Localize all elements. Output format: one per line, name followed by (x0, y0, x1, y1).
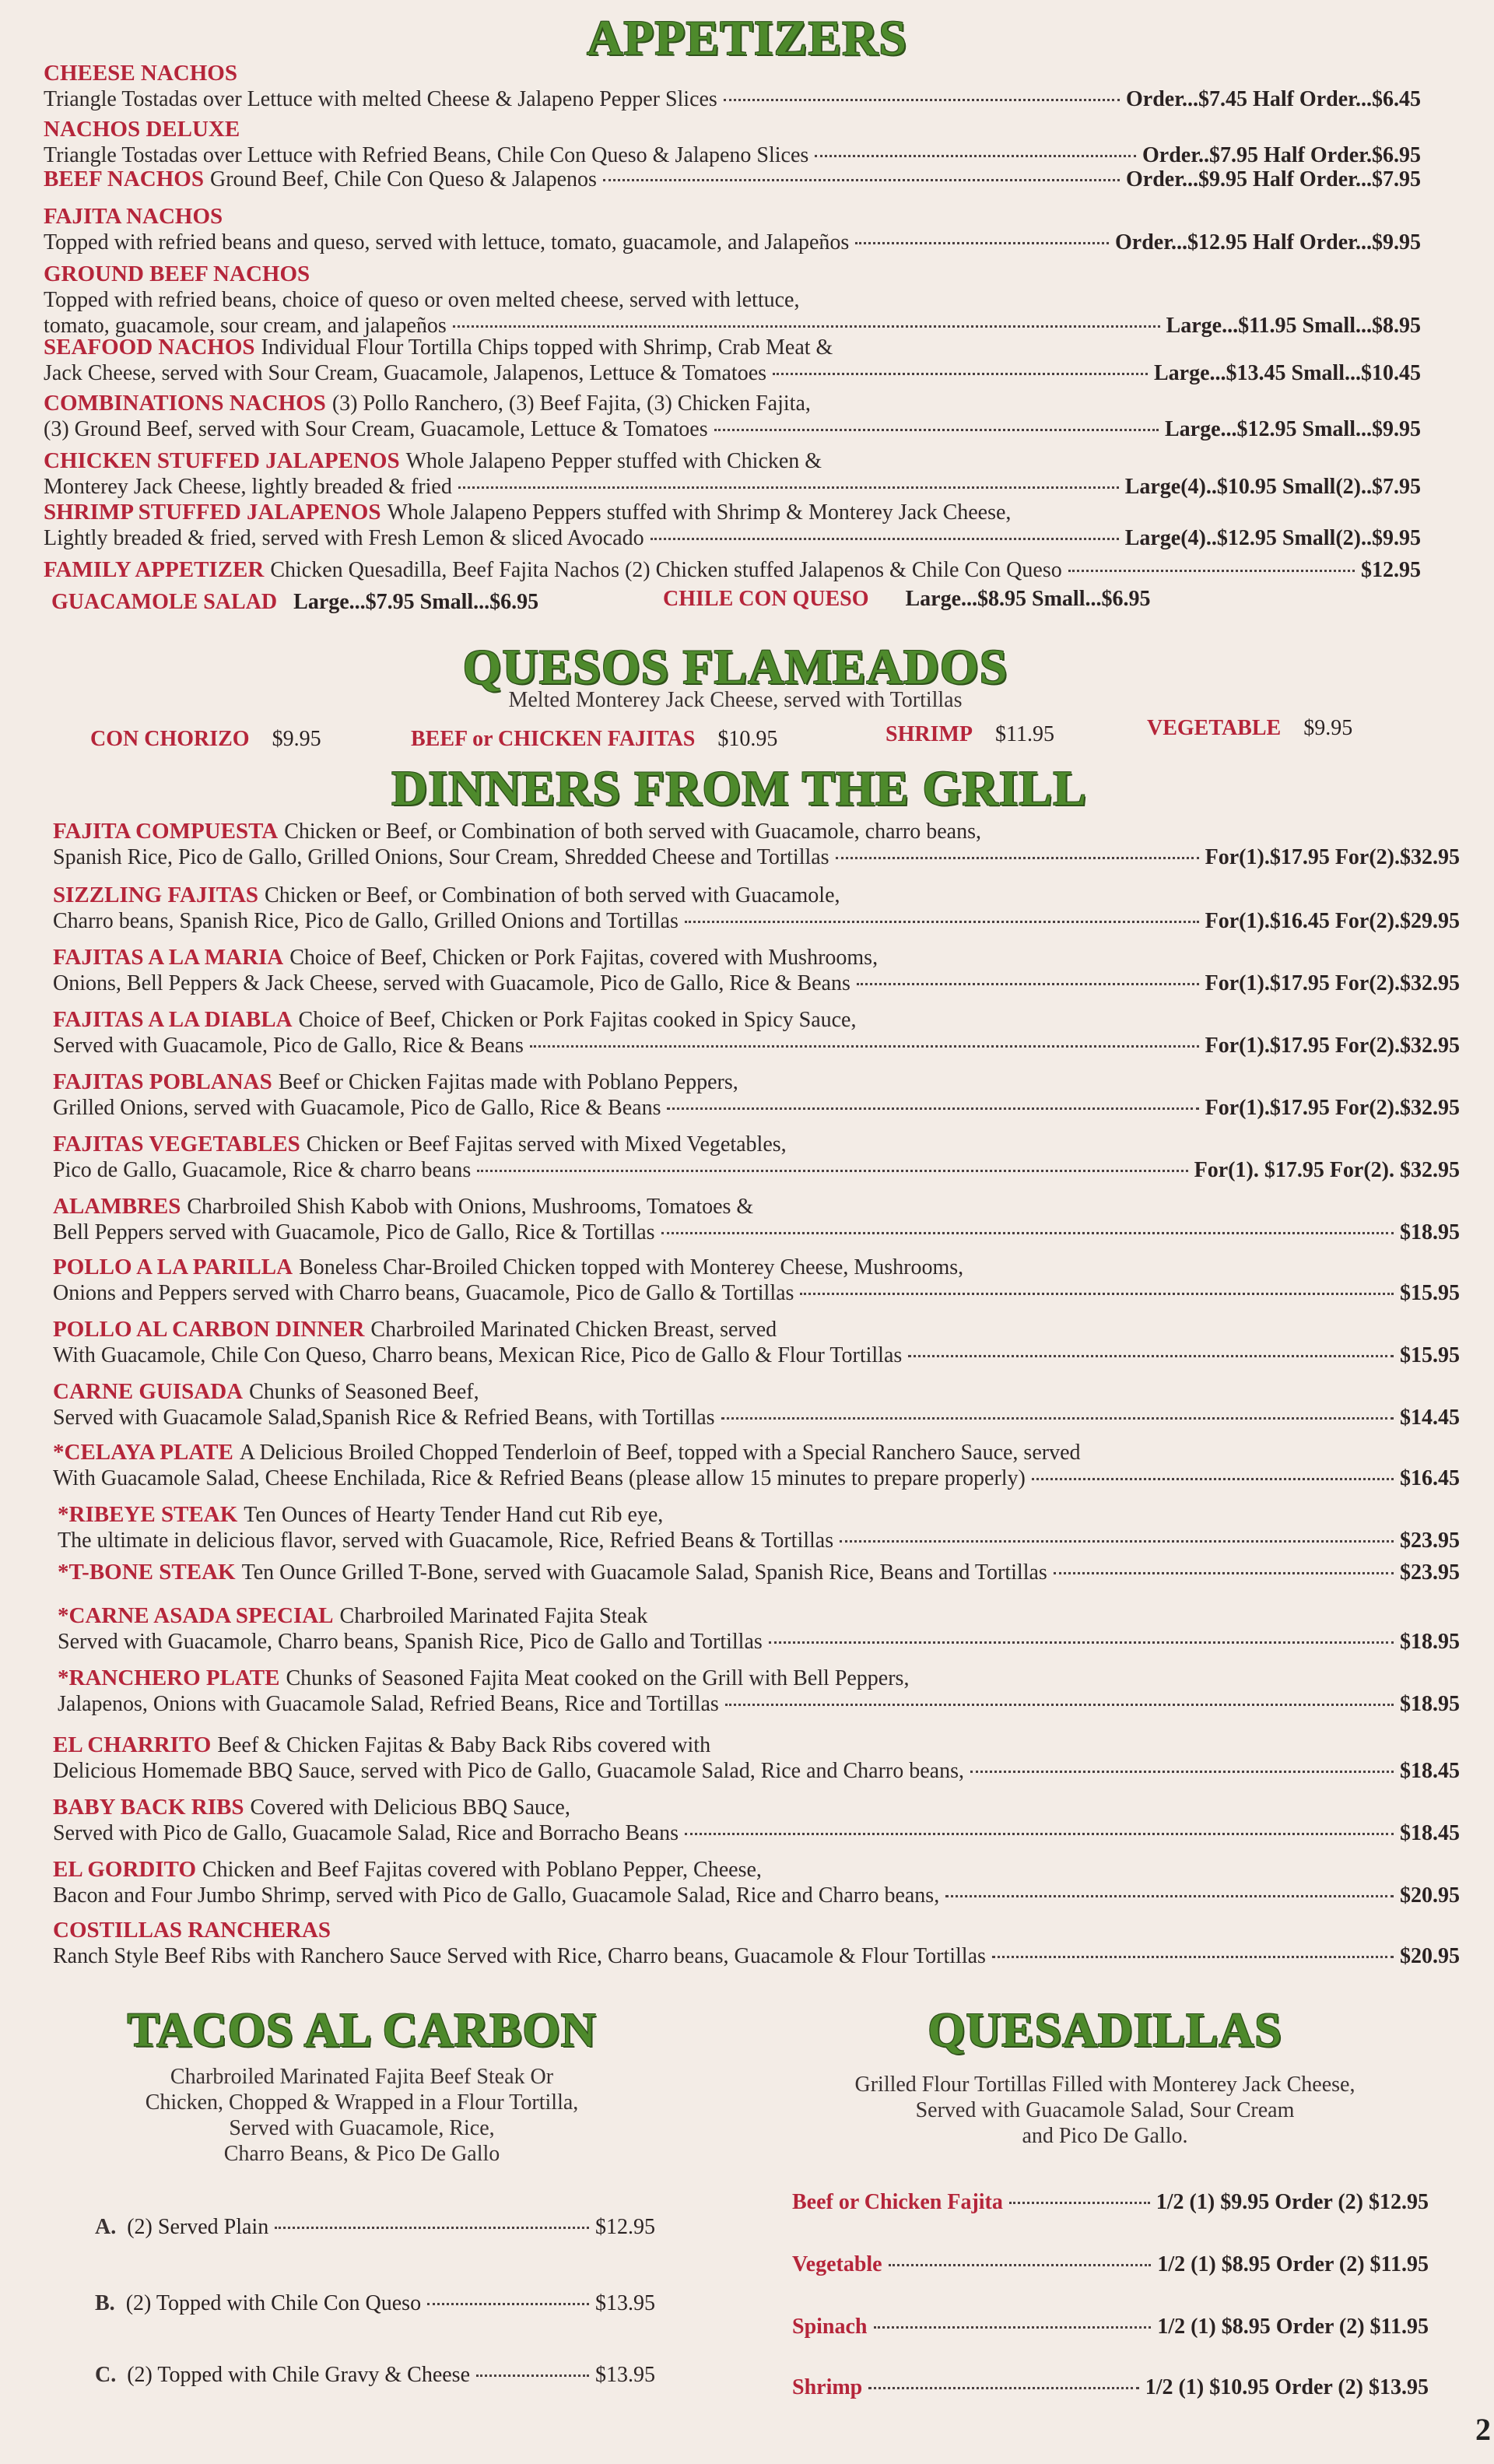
menu-item-line (53, 1732, 1460, 1758)
dot-leader (874, 2326, 1152, 2329)
tacos-desc-line: Charro Beans, & Pico De Gallo (223, 2142, 500, 2166)
dot-leader (970, 1771, 1394, 1773)
menu-item-description: Served with Guacamole, Charro beans, Spanish Rice, Pico de Gallo and Tortillas (58, 1630, 763, 1654)
menu-item-name: *CARNE ASADA SPECIAL (58, 1603, 334, 1628)
menu-item-name: FAJITA COMPUESTA (53, 819, 279, 844)
menu-item-line (58, 1502, 1460, 1528)
menu-item-price: $16.45 (1400, 1466, 1460, 1490)
quesadilla-option-price: 1/2 (1) $10.95 Order (2) $13.95 (1145, 2375, 1429, 2399)
menu-item-line (53, 1280, 1460, 1306)
menu-item-name: POLLO A LA PARILLA (53, 1255, 293, 1279)
dot-leader (1054, 1572, 1394, 1574)
menu-item-name: POLLO AL CARBON DINNER (53, 1317, 365, 1342)
queso-option-shrimp (886, 722, 1054, 747)
chile-con-queso-price: Large...$8.95 Small...$6.95 (905, 587, 1151, 611)
menu-item (44, 204, 1421, 255)
menu-item-line (58, 1691, 1460, 1717)
menu-item-name: SIZZLING FAJITAS (53, 883, 259, 907)
dot-leader (685, 921, 1199, 923)
menu-item-description: Triangle Tostadas over Lettuce with melted Cheese & Jalapeno Pepper Slices (44, 87, 717, 111)
menu-item-line (53, 1883, 1460, 1908)
menu-item-description: tomato, guacamole, sour cream, and jalapeños (44, 314, 447, 338)
dot-leader (667, 1107, 1198, 1110)
chile-con-queso-name: CHILE CON QUESO (663, 587, 869, 611)
menu-item-price: Large...$12.95 Small...$9.95 (1165, 417, 1421, 441)
menu-item-description: Served with Guacamole Salad,Spanish Rice & Refried Beans, with Tortillas (53, 1406, 715, 1430)
menu-item-description: Jack Cheese, served with Sour Cream, Guacamole, Jalapenos, Lettuce & Tomatoes (44, 361, 767, 385)
menu-item-name: GROUND BEEF NACHOS (44, 261, 310, 286)
menu-item-name: FAJITAS A LA DIABLA (53, 1007, 293, 1032)
tacos-option-letter: C. (95, 2363, 117, 2387)
menu-item-name: ALAMBRES (53, 1194, 181, 1219)
menu-item-line (53, 1379, 1460, 1405)
quesadillas-desc-line: Grilled Flour Tortillas Filled with Monterey Jack Cheese, (854, 2073, 1355, 2097)
menu-item (53, 819, 1460, 870)
menu-item-line (53, 1255, 1460, 1280)
quesadilla-option (792, 2375, 1429, 2400)
tacos-option-price: $13.95 (595, 2363, 655, 2387)
menu-item (53, 1857, 1460, 1908)
menu-item-name: FAJITAS POBLANAS (53, 1069, 272, 1094)
menu-item-line (53, 945, 1460, 971)
menu-item-price: Order..$7.95 Half Order.$6.95 (1142, 143, 1421, 167)
menu-item-line (53, 1194, 1460, 1220)
menu-item-description: Ten Ounces of Hearty Tender Hand cut Rib eye, (244, 1503, 664, 1527)
menu-item (44, 61, 1421, 112)
menu-item-line (53, 1095, 1460, 1121)
menu-item-line (58, 1560, 1460, 1585)
quesadillas-desc-line: Served with Guacamole Salad, Sour Cream (915, 2098, 1295, 2122)
tacos-title: TACOS AL CARBON (127, 2004, 597, 2057)
menu-item-line (53, 1220, 1460, 1245)
queso-option-price: $9.95 (1303, 716, 1353, 740)
menu-item (58, 1603, 1460, 1655)
menu-item-description: Charbroiled Marinated Fajita Steak (339, 1604, 648, 1628)
quesos-flameados-title: QUESOS FLAMEADOS (462, 639, 1008, 694)
guacamole-salad-price: Large...$7.95 Small...$6.95 (293, 590, 539, 614)
menu-item-line (53, 1795, 1460, 1820)
dot-leader (685, 1833, 1394, 1835)
menu-item (44, 261, 1421, 339)
quesadilla-option (792, 2252, 1429, 2277)
menu-item (44, 391, 1421, 442)
menu-item (53, 1732, 1460, 1784)
menu-item (58, 1560, 1460, 1585)
dot-leader (453, 325, 1160, 328)
menu-item-description: Charbroiled Shish Kabob with Onions, Mushrooms, Tomatoes & (187, 1195, 754, 1219)
menu-item-description: Whole Jalapeno Pepper stuffed with Chicken & (405, 449, 822, 473)
menu-item-price: Large...$13.45 Small...$10.45 (1154, 361, 1421, 385)
menu-item-line (53, 1918, 1460, 1943)
queso-option-price: $10.95 (717, 727, 778, 751)
menu-item (58, 1502, 1460, 1553)
menu-item-line (58, 1629, 1460, 1655)
queso-option-name: CON CHORIZO (90, 727, 250, 751)
menu-item-line (44, 500, 1421, 525)
menu-item-price: Order...$9.95 Half Order...$7.95 (1125, 167, 1421, 191)
menu-item-line (44, 474, 1421, 500)
menu-item (53, 1379, 1460, 1430)
menu-item-description: Beef & Chicken Fajitas & Baby Back Ribs covered with (217, 1733, 711, 1757)
menu-item (53, 1918, 1460, 1969)
menu-item-price: $20.95 (1400, 1883, 1460, 1908)
menu-item-description: A Delicious Broiled Chopped Tenderloin of Beef, topped with a Special Ranchero Sauce, served (239, 1441, 1081, 1465)
menu-item-price: $15.95 (1400, 1281, 1460, 1305)
menu-item-description: Boneless Char-Broiled Chicken topped with Monterey Cheese, Mushrooms, (299, 1255, 964, 1279)
menu-item-name: *CELAYA PLATE (53, 1440, 233, 1465)
dot-leader (836, 857, 1199, 859)
menu-item-description: Charro beans, Spanish Rice, Pico de Gallo, Grilled Onions and Tortillas (53, 909, 679, 933)
guacamole-salad-row (51, 590, 538, 615)
quesadillas-desc-line: and Pico De Gallo. (1022, 2124, 1188, 2148)
dot-leader (800, 1293, 1394, 1295)
dot-leader (661, 1232, 1394, 1234)
dot-leader (275, 2227, 589, 2229)
menu-item (44, 557, 1421, 583)
menu-item (53, 1069, 1460, 1121)
menu-item-description: Chunks of Seasoned Fajita Meat cooked on the Grill with Bell Peppers, (286, 1666, 910, 1690)
quesadilla-option-price: 1/2 (1) $8.95 Order (2) $11.95 (1157, 2315, 1429, 2339)
menu-item-description: Bacon and Four Jumbo Shrimp, served with Pico de Gallo, Guacamole Salad, Rice and Charro beans, (53, 1883, 940, 1908)
tacos-description (0, 2064, 724, 2167)
menu-item-line (44, 261, 1421, 287)
menu-item-line (44, 335, 1421, 360)
menu-item-line (44, 204, 1421, 230)
menu-item-line (44, 416, 1421, 442)
menu-item-description: Topped with refried beans and queso, served with lettuce, tomato, guacamole, and Jalapeños (44, 230, 850, 254)
menu-item-name: FAJITA NACHOS (44, 204, 223, 229)
menu-item-price: $23.95 (1400, 1529, 1460, 1553)
queso-option-fajitas (411, 727, 777, 752)
dot-leader (815, 155, 1136, 157)
quesadillas-description (747, 2072, 1463, 2149)
dot-leader (1068, 570, 1355, 572)
menu-item-price: $18.95 (1400, 1692, 1460, 1716)
quesadilla-option-label: Vegetable (792, 2252, 882, 2276)
tacos-option (95, 2291, 655, 2316)
menu-item-line (44, 142, 1421, 168)
dot-leader (992, 1956, 1394, 1958)
quesadilla-option-label: Beef or Chicken Fajita (792, 2190, 1003, 2214)
menu-item-description: Chicken and Beef Fajitas covered with Poblano Pepper, Cheese, (202, 1858, 762, 1882)
queso-option-name: SHRIMP (886, 722, 973, 746)
menu-item (44, 448, 1421, 500)
menu-item-name: FAJITAS A LA MARIA (53, 945, 284, 970)
tacos-option (95, 2363, 655, 2388)
menu-item-price: $18.95 (1400, 1220, 1460, 1244)
menu-item (44, 500, 1421, 551)
menu-item-description: Ranch Style Beef Ribs with Ranchero Sauce Served with Rice, Charro beans, Guacamole & Flour Tortillas (53, 1944, 986, 1968)
menu-item-description: (3) Ground Beef, served with Sour Cream, Guacamole, Lettuce & Tomatoes (44, 417, 708, 441)
menu-item-name: SEAFOOD NACHOS (44, 335, 255, 360)
dot-leader (855, 242, 1109, 244)
menu-item-description: Chicken or Beef Fajitas served with Mixed Vegetables, (306, 1132, 787, 1157)
menu-item-line (53, 1033, 1460, 1058)
menu-item-description: The ultimate in delicious flavor, served with Guacamole, Rice, Refried Beans & Tortillas (58, 1529, 834, 1553)
menu-item-price: $20.95 (1400, 1944, 1460, 1968)
menu-item-description: Delicious Homemade BBQ Sauce, served with Pico de Gallo, Guacamole Salad, Rice and Charro beans, (53, 1759, 965, 1783)
menu-item-price: For(1). $17.95 For(2). $32.95 (1194, 1158, 1460, 1182)
menu-item-description: Monterey Jack Cheese, lightly breaded & fried (44, 475, 452, 499)
menu-item-line (58, 1603, 1460, 1629)
menu-item-name: EL GORDITO (53, 1857, 196, 1882)
queso-option-price: $11.95 (995, 722, 1054, 746)
menu-item-description: Served with Guacamole, Pico de Gallo, Rice & Beans (53, 1034, 524, 1058)
quesadilla-option (792, 2315, 1429, 2339)
menu-item-description: Grilled Onions, served with Guacamole, Pico de Gallo, Rice & Beans (53, 1096, 661, 1120)
menu-item (53, 1132, 1460, 1183)
menu-item-price: Order...$12.95 Half Order...$9.95 (1114, 230, 1421, 254)
menu-item-line (53, 1857, 1460, 1883)
menu-item-line (53, 1069, 1460, 1095)
dot-leader (724, 99, 1120, 101)
menu-item-line (53, 1440, 1460, 1465)
dot-leader (603, 179, 1120, 181)
menu-item-line (53, 908, 1460, 934)
tacos-option-price: $12.95 (595, 2215, 655, 2239)
menu-item-price: $18.45 (1400, 1759, 1460, 1783)
menu-item-description: Ground Beef, Chile Con Queso & Jalapenos (210, 167, 597, 191)
menu-item-line (44, 167, 1421, 192)
menu-item (53, 1194, 1460, 1245)
menu-item-description: Onions and Peppers served with Charro beans, Guacamole, Pico de Gallo & Tortillas (53, 1281, 794, 1305)
quesadilla-option (792, 2190, 1429, 2215)
menu-item-price: For(1).$17.95 For(2).$32.95 (1205, 1034, 1460, 1058)
menu-item (53, 1255, 1460, 1306)
menu-item-price: For(1).$17.95 For(2).$32.95 (1205, 1096, 1460, 1120)
menu-item-description: Onions, Bell Peppers & Jack Cheese, served with Guacamole, Pico de Gallo, Rice & Beans (53, 971, 850, 995)
menu-item (53, 883, 1460, 934)
menu-item-price: Large(4)..$10.95 Small(2)..$7.95 (1124, 475, 1421, 499)
menu-item-description: Topped with refried beans, choice of queso or oven melted cheese, served with lettuce, (44, 288, 800, 312)
menu-item-description: Chicken or Beef, or Combination of both served with Guacamole, (265, 883, 840, 907)
quesadilla-option-label: Shrimp (792, 2375, 863, 2399)
menu-item-price: Order...$7.45 Half Order...$6.45 (1125, 87, 1421, 111)
dot-leader (868, 2387, 1139, 2389)
menu-item-line (53, 1157, 1460, 1183)
menu-item-line (44, 557, 1421, 583)
menu-item-description: With Guacamole, Chile Con Queso, Charro beans, Mexican Rice, Pico de Gallo & Flour Tortillas (53, 1343, 903, 1367)
tacos-option-label: (2) Topped with Chile Con Queso (125, 2291, 422, 2315)
menu-item-name: *RIBEYE STEAK (58, 1502, 238, 1527)
dot-leader (773, 373, 1148, 375)
quesadilla-option-price: 1/2 (1) $8.95 Order (2) $11.95 (1157, 2252, 1429, 2276)
menu-item-description: Lightly breaded & fried, served with Fresh Lemon & sliced Avocado (44, 526, 644, 550)
menu-item-line (44, 86, 1421, 112)
menu-item-price: For(1).$17.95 For(2).$32.95 (1205, 845, 1460, 869)
dot-leader (476, 2374, 589, 2377)
menu-item-price: Large...$11.95 Small...$8.95 (1166, 314, 1421, 338)
queso-option-name: VEGETABLE (1147, 716, 1282, 740)
menu-item-description: (3) Pollo Ranchero, (3) Beef Fajita, (3) Chicken Fajita, (331, 391, 811, 416)
menu-item-price: For(1).$17.95 For(2).$32.95 (1205, 971, 1460, 995)
menu-item-line (58, 1528, 1460, 1553)
menu-item (44, 335, 1421, 386)
menu-item-description: Pico de Gallo, Guacamole, Rice & charro beans (53, 1158, 472, 1182)
menu-item-name: SHRIMP STUFFED JALAPENOS (44, 500, 381, 525)
tacos-option-label: (2) Served Plain (127, 2215, 269, 2239)
menu-item-line (53, 1007, 1460, 1033)
menu-item-line (53, 1820, 1460, 1846)
menu-item-price: Large(4)..$12.95 Small(2)..$9.95 (1124, 526, 1421, 550)
menu-item-line (44, 525, 1421, 551)
menu-item-name: CARNE GUISADA (53, 1379, 244, 1404)
dot-leader (725, 1704, 1394, 1706)
dot-leader (945, 1895, 1394, 1897)
tacos-option-label: (2) Topped with Chile Gravy & Cheese (127, 2363, 471, 2387)
menu-item-description: Spanish Rice, Pico de Gallo, Grilled Onions, Sour Cream, Shredded Cheese and Tortillas (53, 845, 829, 869)
menu-item-line (44, 61, 1421, 86)
menu-item-description: Beef or Chicken Fajitas made with Poblano Peppers, (278, 1070, 738, 1094)
dot-leader (1032, 1478, 1394, 1480)
dot-leader (908, 1355, 1394, 1357)
menu-item-description: Chunks of Seasoned Beef, (249, 1380, 479, 1404)
guacamole-salad-name: GUACAMOLE SALAD (51, 590, 278, 614)
menu-item-description: Bell Peppers served with Guacamole, Pico de Gallo, Rice & Tortillas (53, 1220, 655, 1244)
dot-leader (651, 538, 1119, 540)
page-number: 2 (1475, 2412, 1491, 2447)
appetizers-title: APPETIZERS (587, 10, 907, 65)
menu-item-description: Chicken or Beef, or Combination of both served with Guacamole, charro beans, (284, 820, 981, 844)
menu-item-line (53, 1465, 1460, 1491)
quesadillas-title: QUESADILLAS (928, 2004, 1282, 2057)
menu-item-description: Triangle Tostadas over Lettuce with Refried Beans, Chile Con Queso & Jalapeno Slices (44, 143, 809, 167)
menu-item (53, 1795, 1460, 1846)
chile-con-queso-row (663, 587, 1151, 612)
dot-leader (427, 2303, 589, 2305)
menu-item-price: For(1).$16.45 For(2).$29.95 (1205, 909, 1460, 933)
menu-item-description: Ten Ounce Grilled T-Bone, served with Guacamole Salad, Spanish Rice, Beans and Tortillas (241, 1560, 1047, 1585)
queso-option-vegetable (1147, 716, 1352, 741)
menu-item-name: *RANCHERO PLATE (58, 1665, 280, 1690)
menu-item-line (53, 1758, 1460, 1784)
dot-leader (477, 1170, 1187, 1172)
menu-item-line (44, 287, 1421, 313)
queso-option-price: $9.95 (272, 727, 321, 751)
menu-item-line (53, 1405, 1460, 1430)
menu-item (44, 117, 1421, 168)
menu-item-name: BEEF NACHOS (44, 167, 204, 191)
menu-item-name: CHICKEN STUFFED JALAPENOS (44, 448, 400, 473)
dot-leader (458, 486, 1119, 489)
menu-item-price: $18.95 (1400, 1630, 1460, 1654)
menu-item-price: $15.95 (1400, 1343, 1460, 1367)
menu-item-name: COSTILLAS RANCHERAS (53, 1918, 331, 1943)
tacos-desc-line: Served with Guacamole, Rice, (229, 2116, 495, 2140)
tacos-option-letter: B. (95, 2291, 115, 2315)
quesadilla-option-label: Spinach (792, 2315, 868, 2339)
menu-item-name: EL CHARRITO (53, 1732, 212, 1757)
menu-item-line (58, 1665, 1460, 1691)
queso-option-name: BEEF or CHICKEN FAJITAS (411, 727, 696, 751)
menu-item (53, 1440, 1460, 1491)
grill-title: DINNERS FROM THE GRILL (391, 760, 1087, 816)
tacos-desc-line: Chicken, Chopped & Wrapped in a Flour Tortilla, (145, 2090, 579, 2115)
menu-item-line (44, 360, 1421, 386)
dot-leader (721, 1417, 1394, 1420)
menu-item-line (53, 1943, 1460, 1969)
dot-leader (889, 2264, 1152, 2266)
dot-leader (857, 983, 1199, 985)
dot-leader (840, 1540, 1394, 1543)
menu-item-price: $12.95 (1361, 558, 1421, 582)
menu-item-line (53, 844, 1460, 870)
menu-item-description: Choice of Beef, Chicken or Pork Fajitas cooked in Spicy Sauce, (298, 1008, 857, 1032)
menu-item-line (44, 448, 1421, 474)
menu-item-price: $23.95 (1400, 1560, 1460, 1585)
tacos-option (95, 2215, 655, 2240)
queso-option-chorizo (90, 727, 321, 752)
menu-item-line (53, 883, 1460, 908)
menu-item (53, 945, 1460, 996)
menu-item-description: Served with Pico de Gallo, Guacamole Salad, Rice and Borracho Beans (53, 1821, 679, 1845)
menu-item-line (53, 819, 1460, 844)
menu-item-description: Whole Jalapeno Peppers stuffed with Shrimp & Monterey Jack Cheese, (387, 500, 1012, 525)
menu-item (58, 1665, 1460, 1717)
menu-item (53, 1317, 1460, 1368)
menu-item-price: $18.45 (1400, 1821, 1460, 1845)
menu-item-description: With Guacamole Salad, Cheese Enchilada, Rice & Refried Beans (please allow 15 minutes to prepare properly) (53, 1466, 1026, 1490)
menu-item-description: Individual Flour Tortilla Chips topped with Shrimp, Crab Meat & (261, 335, 833, 360)
menu-item-description: Jalapenos, Onions with Guacamole Salad, Refried Beans, Rice and Tortillas (58, 1692, 719, 1716)
menu-item-description: Charbroiled Marinated Chicken Breast, served (370, 1318, 777, 1342)
dot-leader (1009, 2202, 1150, 2204)
menu-item-name: *T-BONE STEAK (58, 1560, 236, 1585)
menu-item-line (53, 1317, 1460, 1343)
menu-item-description: Choice of Beef, Chicken or Pork Fajitas, covered with Mushrooms, (289, 946, 879, 970)
dot-leader (714, 429, 1159, 431)
dot-leader (769, 1641, 1394, 1644)
quesos-flameados-subtitle: Melted Monterey Jack Cheese, served with Tortillas (508, 688, 963, 712)
tacos-option-letter: A. (95, 2215, 117, 2239)
dot-leader (530, 1045, 1199, 1048)
menu-item-description: Covered with Delicious BBQ Sauce, (250, 1795, 570, 1820)
menu-item-line (53, 1343, 1460, 1368)
menu-item-name: FAMILY APPETIZER (44, 557, 265, 582)
menu-item-line (53, 971, 1460, 996)
menu-item-description: Chicken Quesadilla, Beef Fajita Nachos (2) Chicken stuffed Jalapenos & Chile Con Queso (270, 558, 1062, 582)
menu-item-price: $14.45 (1400, 1406, 1460, 1430)
menu-item (44, 167, 1421, 192)
menu-item-name: CHEESE NACHOS (44, 61, 237, 86)
menu-item-name: NACHOS DELUXE (44, 117, 240, 142)
menu-item-name: BABY BACK RIBS (53, 1795, 244, 1820)
tacos-desc-line: Charbroiled Marinated Fajita Beef Steak Or (170, 2065, 554, 2089)
tacos-option-price: $13.95 (595, 2291, 655, 2315)
menu-item-line (44, 391, 1421, 416)
menu-item-line (44, 117, 1421, 142)
menu-item-name: COMBINATIONS NACHOS (44, 391, 326, 416)
menu-item-line (44, 230, 1421, 255)
menu-item (53, 1007, 1460, 1058)
menu-item-name: FAJITAS VEGETABLES (53, 1132, 300, 1157)
menu-item-line (53, 1132, 1460, 1157)
quesadilla-option-price: 1/2 (1) $9.95 Order (2) $12.95 (1156, 2190, 1429, 2214)
